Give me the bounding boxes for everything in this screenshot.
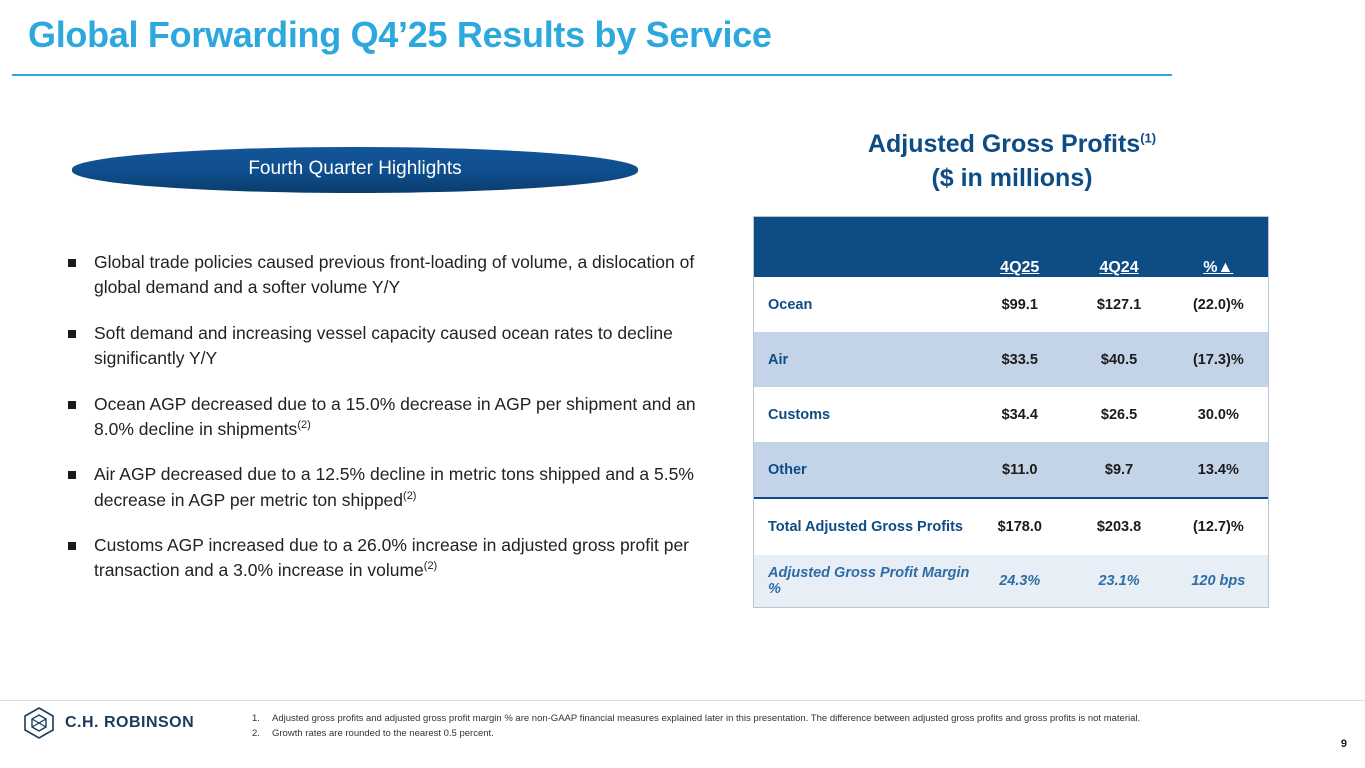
- row-label: Customs: [768, 406, 831, 423]
- row-value-4q24: $26.5: [1100, 406, 1138, 423]
- table-row-margin: [754, 555, 1268, 607]
- bullet-text: Global trade policies caused previous front-loading of volume, a dislocation of global demand and a softer volume Y/Y: [94, 252, 695, 298]
- bullet-square-icon: [68, 401, 76, 409]
- page-title: Global Forwarding Q4’25 Results by Service: [28, 14, 772, 55]
- footnotes: [252, 712, 1322, 741]
- agp-heading-line1: Adjusted Gross Profits: [867, 130, 1141, 158]
- bullet-footnote-ref: (2): [297, 419, 311, 432]
- agp-table-body: [754, 277, 1268, 607]
- bullet-text: Ocean AGP decreased due to a 15.0% decrease in AGP per shipment and an 8.0% decline in shipments: [94, 393, 696, 439]
- column-header-change: %▲: [1203, 259, 1234, 276]
- row-value-4q24: $9.7: [1104, 461, 1134, 478]
- row-value-4q24: $127.1: [1096, 296, 1142, 313]
- table-row: [754, 277, 1268, 332]
- footnote-number: 1.: [252, 713, 260, 724]
- bullet-footnote-ref: (2): [403, 489, 417, 502]
- row-value-change: (12.7)%: [1169, 498, 1268, 555]
- column-header-4q25: 4Q25: [1000, 259, 1040, 276]
- chrobinson-logo-icon: [22, 706, 56, 740]
- highlights-banner: [72, 147, 638, 193]
- row-value-4q25: $33.5: [1001, 351, 1038, 368]
- bullet-text: Soft demand and increasing vessel capacity caused ocean rates to decline significantly Y/Y: [94, 322, 673, 369]
- bullet-footnote-ref: (2): [423, 560, 438, 573]
- company-name: C.H. ROBINSON: [65, 714, 195, 731]
- list-item: [64, 250, 704, 301]
- agp-heading: [753, 128, 1271, 196]
- footer-divider: [0, 700, 1365, 701]
- list-item: [64, 321, 704, 372]
- banner-label: Fourth Quarter Highlights: [248, 157, 462, 179]
- table-row-total: [754, 498, 1268, 555]
- bullet-square-icon: [68, 471, 76, 479]
- row-value-4q25: $99.1: [1001, 296, 1038, 313]
- row-label: Total Adjusted Gross Profits: [754, 498, 970, 555]
- footnote-text: Adjusted gross profits and adjusted gross profit margin % are non-GAAP financial measures explained later in this presentation. The difference between adjusted gross profits and gross profits is not material.: [272, 713, 1141, 724]
- row-label: Ocean: [768, 296, 813, 313]
- row-value-4q25: $11.0: [1002, 461, 1038, 478]
- row-value-change: (17.3)%: [1192, 351, 1244, 368]
- list-item: [64, 533, 704, 584]
- row-value-change: 30.0%: [1197, 406, 1239, 423]
- row-value-change: (22.0)%: [1192, 296, 1244, 313]
- row-value-4q24: $40.5: [1100, 351, 1138, 368]
- footnote-item: [252, 712, 1322, 727]
- company-logo: [22, 706, 194, 740]
- row-value-change: 120 bps: [1169, 555, 1268, 607]
- agp-table: [754, 217, 1268, 607]
- agp-table-header: [754, 217, 1268, 277]
- row-value-4q24: $203.8: [1069, 498, 1168, 555]
- bullet-text: Air AGP decreased due to a 12.5% decline in metric tons shipped and a 5.5% decrease in AGP per metric ton shipped: [94, 464, 694, 510]
- row-value-4q25: $34.4: [1001, 406, 1038, 423]
- table-header-row: [754, 217, 1268, 277]
- table-row: [754, 332, 1268, 387]
- bullet-text: Customs AGP increased due to a 26.0% increase in adjusted gross profit per transaction and a 3.0% increase in volume: [94, 535, 690, 581]
- column-header-label: [754, 217, 970, 277]
- title-divider: [12, 74, 1172, 76]
- row-value-change: 13.4%: [1197, 461, 1239, 478]
- row-value-4q25: $178.0: [970, 498, 1069, 555]
- table-row: [754, 442, 1268, 498]
- page-number: 9: [1340, 738, 1347, 750]
- bullet-square-icon: [68, 542, 76, 550]
- row-value-4q25: 24.3%: [970, 555, 1069, 607]
- agp-table-container: [753, 216, 1269, 608]
- column-header-4q24: 4Q24: [1099, 259, 1139, 276]
- highlights-bullet-list: [64, 250, 704, 604]
- footnote-text: Growth rates are rounded to the nearest 0.5 percent.: [272, 727, 494, 739]
- list-item: [64, 462, 704, 513]
- row-label: Air: [768, 351, 789, 368]
- agp-heading-line2: ($ in millions): [931, 163, 1093, 192]
- bullet-square-icon: [68, 259, 76, 267]
- table-row: [754, 387, 1268, 442]
- row-value-4q24: 23.1%: [1069, 555, 1168, 607]
- row-label: Other: [768, 461, 807, 478]
- list-item: [64, 392, 704, 443]
- footnote-item: [252, 727, 1322, 742]
- agp-heading-footnote-ref: (1): [1140, 130, 1157, 146]
- bullet-square-icon: [68, 330, 76, 338]
- footnote-number: 2.: [252, 727, 260, 739]
- row-label: Adjusted Gross Profit Margin %: [754, 555, 970, 607]
